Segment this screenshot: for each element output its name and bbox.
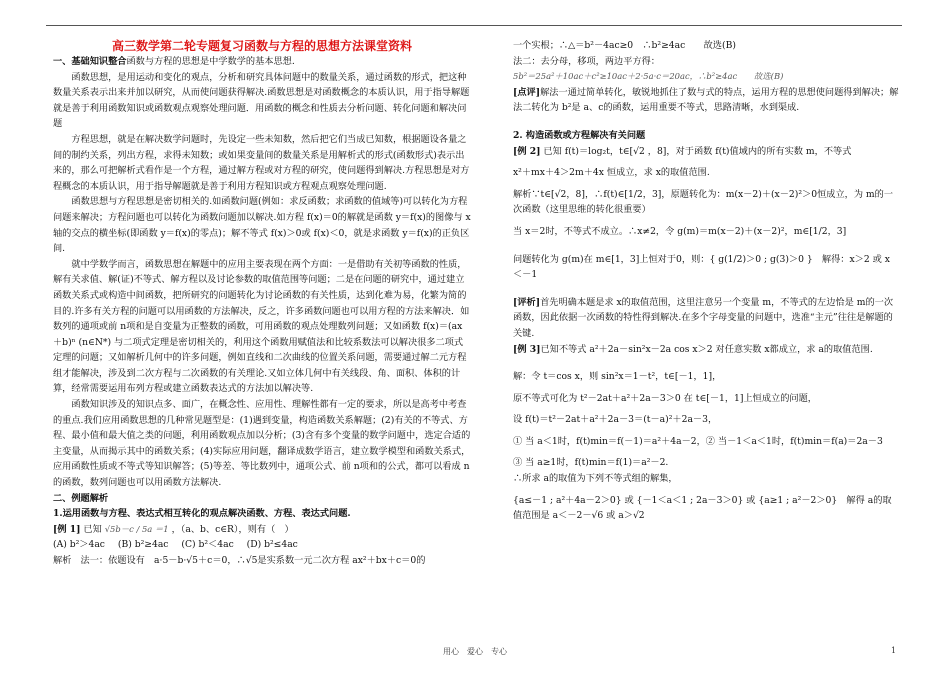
solution-text: ∴所求 a的取值为下列不等式组的解集， [513, 473, 678, 485]
paragraph: 方程思想，就是在解决数学问题时，先设定一些未知数，然后把它们当成已知数，根据题设各量之间的制约关系，列出方程，求得未知数；或如果变量间的数量关系是用解析式的形式(函数形式)表示出来的，那么可把解析式看作是一个方程，通过解方程或对方程的研究，使问题得到解决.方程思想是对方程概念的本质认识，用于指导解题就是善于利用方程知识或方程观点观察处理问题. [53, 133, 470, 192]
option-b: (B) b²≥4ac [117, 539, 169, 551]
solution-text: 当 x＝2时，不等式不成立。∴x≠2，令 g(m)＝m(x－2)＋(x－2)²，m∈[1/2，3] [513, 225, 847, 237]
example-text: 已知不等式 a²＋2a－sin²x－2a cos x＞2 对任意实数 x都成立，求 a的取值范围. [540, 343, 873, 355]
example-text: ，（a、b、c∈R），则有（ ） [171, 523, 294, 535]
left-column [53, 38, 471, 569]
example-label: [例 2] [513, 145, 541, 157]
solution-text: 原不等式可化为 t²－2at＋a²＋2a－3＞0 在 t∈[－1，1]上恒成立的问题， [513, 392, 817, 404]
example-text: x²＋mx＋4＞2m＋4x 恒成立，求 x的取值范围. [513, 167, 710, 179]
header-rule [46, 25, 902, 26]
solution-text: 问题转化为 g(m)在 m∈[1，3]上恒对于0，则：{ g(1/2)＞0 ; g(3)＞0 } 解得：x＞2 或 x＜－1 [513, 253, 890, 281]
example-text: 已知 f(t)＝log₂t，t∈[√2 ，8]，对于函数 f(t)值域内的所有实数 m，不等式 [543, 145, 852, 157]
comment-text: 解法一通过简单转化，敏锐地抓住了数与式的特点，运用方程的思想使问题得到解决；解法二转化为 b²是 a、c的函数，运用重要不等式，思路清晰，水到渠成. [513, 86, 899, 114]
paragraph: 就中学数学而言，函数思想在解题中的应用主要表现在两个方面：一是借助有关初等函数的性质，解有关求值、解(证)不等式、解方程以及讨论参数的取值范围等问题；二是在问题的研究中，通过建立函数关系式或构造中间函数，把所研究的问题转化为讨论函数的有关性质，达到化难为易，化繁为简的目的.许多有关方程的问题可以用函数的方法解决，反之，许多函数问题也可以用方程的方法来解决．如数列的通项或前 n项和是自变量为正整数的函数，可用函数的观点处理数列问题；又如函数 f(x)＝(ax＋b)ⁿ (n∈N*) 与二项式定理是密切相关的，利用这个函数用赋值法和比较系数法可以解决很多二项式定理的问题；又如解析几何中的许多问题，例如直线和二次曲线的位置关系问题，需要通过解二元方程组才能解决，涉及到二次方程与二次函数的有关理论.又如立体几何中有关线段、角、面积、体积的计算，经常需要运用布列方程或建立函数表达式的方法加以解决等. [53, 258, 470, 395]
solution-text: 设 f(t)＝t²－2at＋a²＋2a－3＝(t－a)²＋2a－3， [513, 414, 718, 426]
option-c: (C) b²＜4ac [181, 539, 234, 551]
section-heading: 一、基础知识整合 [53, 56, 127, 67]
paragraph: 函数思想与方程思想是密切相关的.如函数问题(例如：求反函数；求函数的值域等)可以转化为方程问题来解决；方程问题也可以转化为函数问题加以解决.如方程 f(x)＝0的解就是函数 y＝f(x)的图像与 x轴的交点的横坐标(即函数 y＝f(x)的零点)；解不等式 f(x)＞0或 f(x)＜0，就是求函数 y＝f(x)的正负区间. [53, 196, 471, 255]
solution-text: ③ 当 a≥1时，f(t)min＝f(1)＝a²－2. [513, 457, 669, 469]
page-footer: 用心 爱心 专心 [443, 647, 507, 656]
section-heading-tail: 函数与方程的思想是中学数学的基本思想. [126, 56, 295, 67]
solution-text: 一个实根；∴△＝b²－4ac≥0 ∴b²≥4ac 故选(B) [513, 40, 736, 51]
example-label: [例 1] [53, 523, 81, 535]
solution-text: 次函数（这里思维的转化很重要） [513, 204, 651, 216]
formula: √5b－c / 5a ＝1 [104, 523, 169, 534]
formula: 5b²＝25a²＋10ac＋c²≥10ac＋2·5a·c＝20ac，∴b²≥4ac 故选(B) [513, 71, 784, 82]
section-heading: 二、例题解析 [53, 492, 109, 504]
subsection-heading: 2. 构造函数或方程解决有关问题 [513, 129, 646, 141]
subsection-heading: 1.运用函数与方程、表达式相互转化的观点解决函数、方程、表达式问题. [53, 508, 351, 520]
option-d: (D) b²≤4ac [246, 539, 298, 551]
solution-text: 法二：去分母，移项，两边平方得： [513, 55, 660, 67]
solution-text: 解析 法一：依题设有 a·5－b·√5＋c＝0，∴√5是实系数一元二次方程 ax²＋bx＋c＝0的 [53, 555, 426, 566]
solution-text: ① 当 a＜1时，f(t)min＝f(－1)＝a²＋4a－2，② 当－1＜a＜1时，f(t)min＝f(a)＝2a－3 [513, 435, 883, 447]
solution-text: {a≤－1 ; a²＋4a－2＞0} 或 {－1＜a＜1 ; 2a－3＞0} 或 {a≥1 ; a²－2＞0} 解得 a的取值范围是 a＜－2－√6 或 a＞√2 [513, 494, 892, 522]
solution-text: 解：令 t＝cos x，则 sin²x＝1－t²，t∈[－1，1]， [513, 371, 722, 383]
example-text: 已知 [83, 523, 102, 535]
document-title: 高三数学第二轮专题复习函数与方程的思想方法课堂资料 [111, 39, 412, 53]
paragraph: 函数思想，是用运动和变化的观点，分析和研究具体问题中的数量关系，通过函数的形式，把这种数量关系表示出来并加以研究，从而使问题获得解决.函数思想是对函数概念的本质认识，用于指导解题就是善于利用函数知识或函数观点观察处理问题．用函数的概念和性质去分析问题、转化问题和解决问题 [53, 71, 470, 130]
comment-label: [点评] [513, 86, 541, 98]
paragraph: 函数知识涉及的知识点多、面广，在概念性、应用性、理解性都有一定的要求，所以是高考中考查的重点.我们应用函数思想的几种常见题型是：(1)遇到变量，构造函数关系解题；(2)有关的不等式、方程、最小值和最大值之类的问题，利用函数观点加以分析；(3)含有多个变量的数学问题中，选定合适的主变量，从而揭示其中的函数关系；(4)实际应用问题，翻译成数学语言，建立数学模型和函数关系式，应用函数性质或不等式等知识解答；(5)等差、等比数列中，通项公式、前 n项和的公式，都可以看成 n的函数，数列问题也可以用函数方法解决. [53, 399, 471, 489]
example-label: [例 3] [513, 343, 541, 355]
solution-text: 解析∵t∈[√2，8]，∴f(t)∈[1/2，3]，原题转化为：m(x－2)＋(x－2)²＞0恒成立，为 m的一 [513, 188, 894, 200]
right-column [513, 38, 899, 524]
page-number: 1 [891, 646, 897, 655]
option-a: (A) b²＞4ac [53, 539, 105, 551]
comment-text: 首先明确本题是求 x的取值范围，这里注意另一个变量 m，不等式的左边恰是 m的一次函数，因此依据一次函数的特性得到解决.在多个字母变量的问题中，选准“主元”往往是解题的关键. [513, 296, 894, 339]
comment-label: [评析] [513, 296, 541, 308]
